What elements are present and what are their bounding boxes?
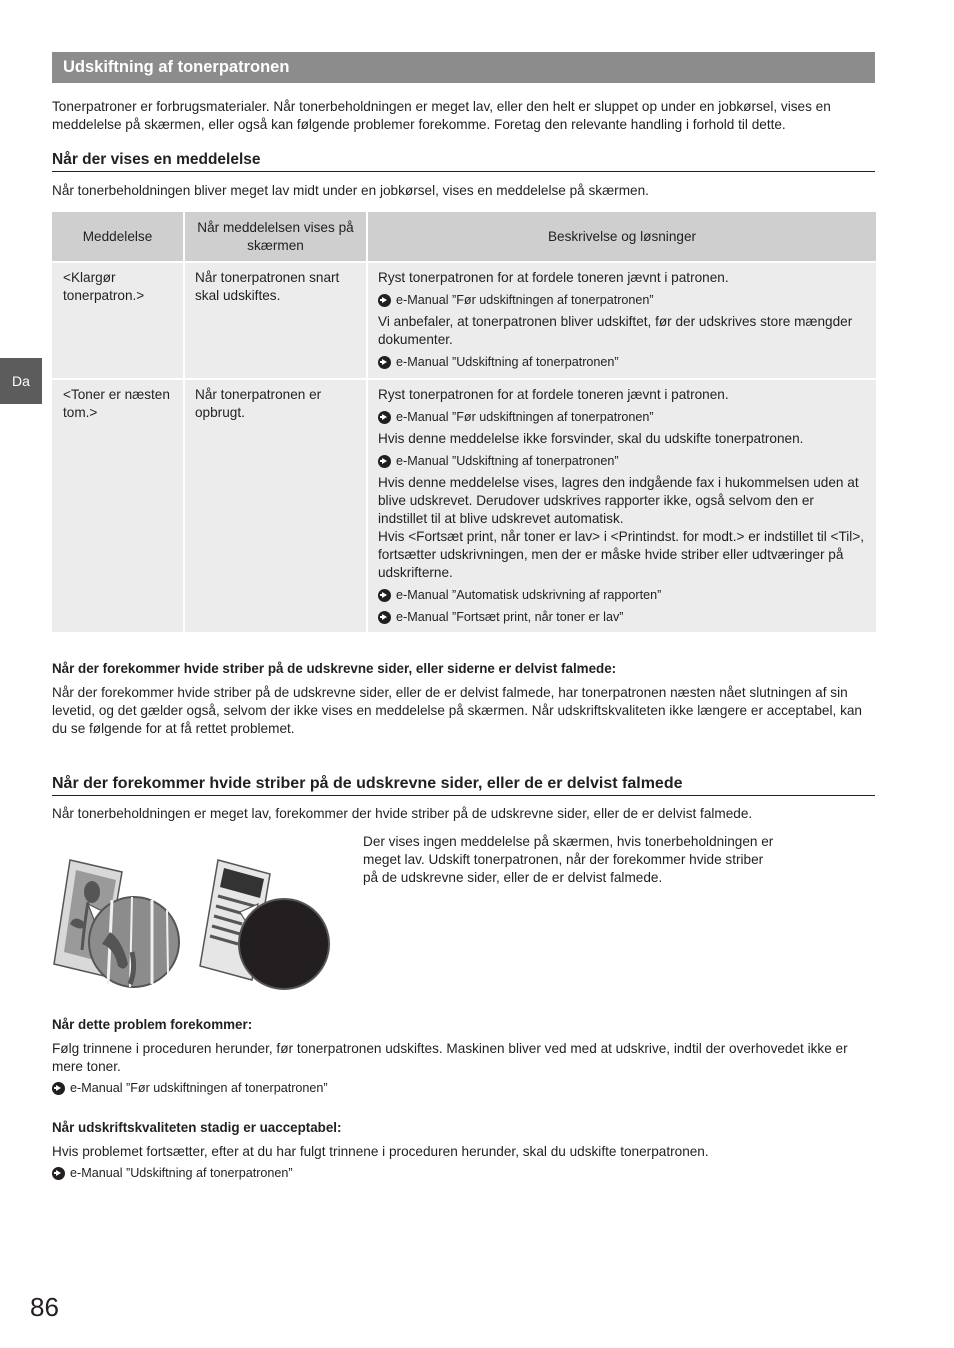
header-description: Beskrivelse og løsninger [368, 212, 876, 261]
description-text: Hvis denne meddelelse vises, lagres den indgående fax i hukommelsen uden at blive udskrevet. Derudover udskrives rapporter ikke, også selvom den er indstillet til at blive udskrevet automatisk. [378, 475, 859, 526]
stripes-note-text: Når der forekommer hvide striber på de udskrevne sider, eller de er delvist falmede, har tonerpatronen næsten nået slutningen af sin levetid, og det gælder også, selvom der ikke vises en meddelelse på skærmen. Når udskriftskvaliteten ikke længere er acceptabel, kan du se følgende for at få rettet problemet. [52, 685, 862, 736]
row-message: <Klargør tonerpatron.> [52, 263, 183, 378]
description-text: Ryst tonerpatronen for at fordele toneren jævnt i patronen. [378, 270, 729, 285]
row-description [368, 263, 876, 378]
manual-reference-label: e-Manual ”Udskiftning af tonerpatronen” [70, 1166, 293, 1180]
description-text: Hvis <Fortsæt print, når toner er lav> i <Printindst. for modt.> er indstillet til <Til>, fortsætter udskrivningen, men der er måske hvide striber eller udtværinger på udskrifterne. [378, 529, 865, 580]
arrow-circle-icon [378, 455, 391, 468]
document-magnifier-icon [239, 899, 329, 989]
message-table [52, 212, 876, 632]
manual-reference [378, 452, 866, 470]
arrow-circle-icon [378, 411, 391, 424]
header-message: Meddelelse [52, 212, 183, 261]
language-tab: Da [0, 358, 42, 404]
manual-reference-label: e-Manual ”Før udskiftningen af tonerpatronen” [396, 410, 654, 424]
manual-reference-label: e-Manual ”Udskiftning af tonerpatronen” [396, 454, 619, 468]
arrow-circle-icon [52, 1082, 65, 1095]
stripes-text: Når tonerbeholdningen er meget lav, forekommer der hvide striber på de udskrevne sider, eller de er delvist falmede. [52, 806, 753, 821]
page-number: 86 [30, 1292, 59, 1322]
manual-reference-label: e-Manual ”Før udskiftningen af tonerpatronen” [396, 293, 654, 307]
arrow-circle-icon [378, 589, 391, 602]
table-row [52, 380, 876, 632]
description-text: Ryst tonerpatronen for at fordele toneren jævnt i patronen. [378, 387, 729, 402]
manual-reference [52, 1164, 293, 1182]
manual-reference-label: e-Manual ”Automatisk udskrivning af rapporten” [396, 588, 662, 602]
photo-magnifier-icon [88, 897, 179, 987]
manual-reference [378, 291, 866, 309]
quality-text: Hvis problemet fortsætter, efter at du har fulgt trinnene i proceduren herunder, skal du udskifte tonerpatronen. [52, 1144, 709, 1159]
manual-reference-label: e-Manual ”Fortsæt print, når toner er lav” [396, 610, 624, 624]
row-message: <Toner er næsten tom.> [52, 380, 183, 632]
section-title: Udskiftning af tonerpatronen [63, 58, 290, 76]
message-intro: Når tonerbeholdningen bliver meget lav midt under en jobkørsel, vises en meddelelse på skærmen. [52, 183, 649, 198]
row-when: Når tonerpatronen snart skal udskiftes. [185, 263, 366, 378]
manual-reference [52, 1079, 328, 1097]
section-banner [52, 52, 875, 83]
arrow-circle-icon [52, 1167, 65, 1180]
problem-text: Følg trinnene i proceduren herunder, før tonerpatronen udskiftes. Maskinen bliver ved med at udskrive, indtil der overhovedet ikke er mere toner. [52, 1041, 848, 1074]
message-heading: Når der vises en meddelelse [52, 151, 875, 172]
header-when: Når meddelelsen vises på skærmen [185, 212, 366, 261]
stripes-note-heading: Når der forekommer hvide striber på de udskrevne sider, eller siderne er delvist falmede: [52, 661, 617, 676]
row-when: Når tonerpatronen er opbrugt. [185, 380, 366, 632]
description-text: Vi anbefaler, at tonerpatronen bliver udskiftet, før der udskrives store mængder dokumenter. [378, 314, 853, 347]
stripes-side-text: Der vises ingen meddelelse på skærmen, hvis tonerbeholdningen er meget lav. Udskift tonerpatronen, når der forekommer hvide striber på de udskrevne sider, eller de er delvist falmede. [363, 834, 774, 885]
table-header-row [52, 212, 876, 261]
quality-heading: Når udskriftskvaliteten stadig er uacceptabel: [52, 1120, 342, 1135]
intro-text: Tonerpatroner er forbrugsmaterialer. Når tonerbeholdningen er meget lav, eller den helt er sluppet op under en jobkørsel, vises en meddelelse på skærmen, eller også kan følgende problemer forekomme. Foretag den relevante handling i forhold til dette. [52, 99, 831, 132]
arrow-circle-icon [378, 356, 391, 369]
description-text: Hvis denne meddelelse ikke forsvinder, skal du udskifte tonerpatronen. [378, 431, 804, 446]
stripes-heading: Når der forekommer hvide striber på de udskrevne sider, eller de er delvist falmede [52, 775, 875, 796]
manual-reference [378, 408, 866, 426]
manual-reference-label: e-Manual ”Før udskiftningen af tonerpatronen” [70, 1081, 328, 1095]
manual-reference [378, 586, 866, 604]
manual-reference [378, 608, 866, 626]
row-description [368, 380, 876, 632]
arrow-circle-icon [378, 611, 391, 624]
manual-reference-label: e-Manual ”Udskiftning af tonerpatronen” [396, 355, 619, 369]
arrow-circle-icon [378, 294, 391, 307]
faded-print-illustration [52, 852, 334, 994]
manual-reference [378, 353, 866, 371]
problem-heading: Når dette problem forekommer: [52, 1017, 253, 1032]
table-row [52, 263, 876, 378]
